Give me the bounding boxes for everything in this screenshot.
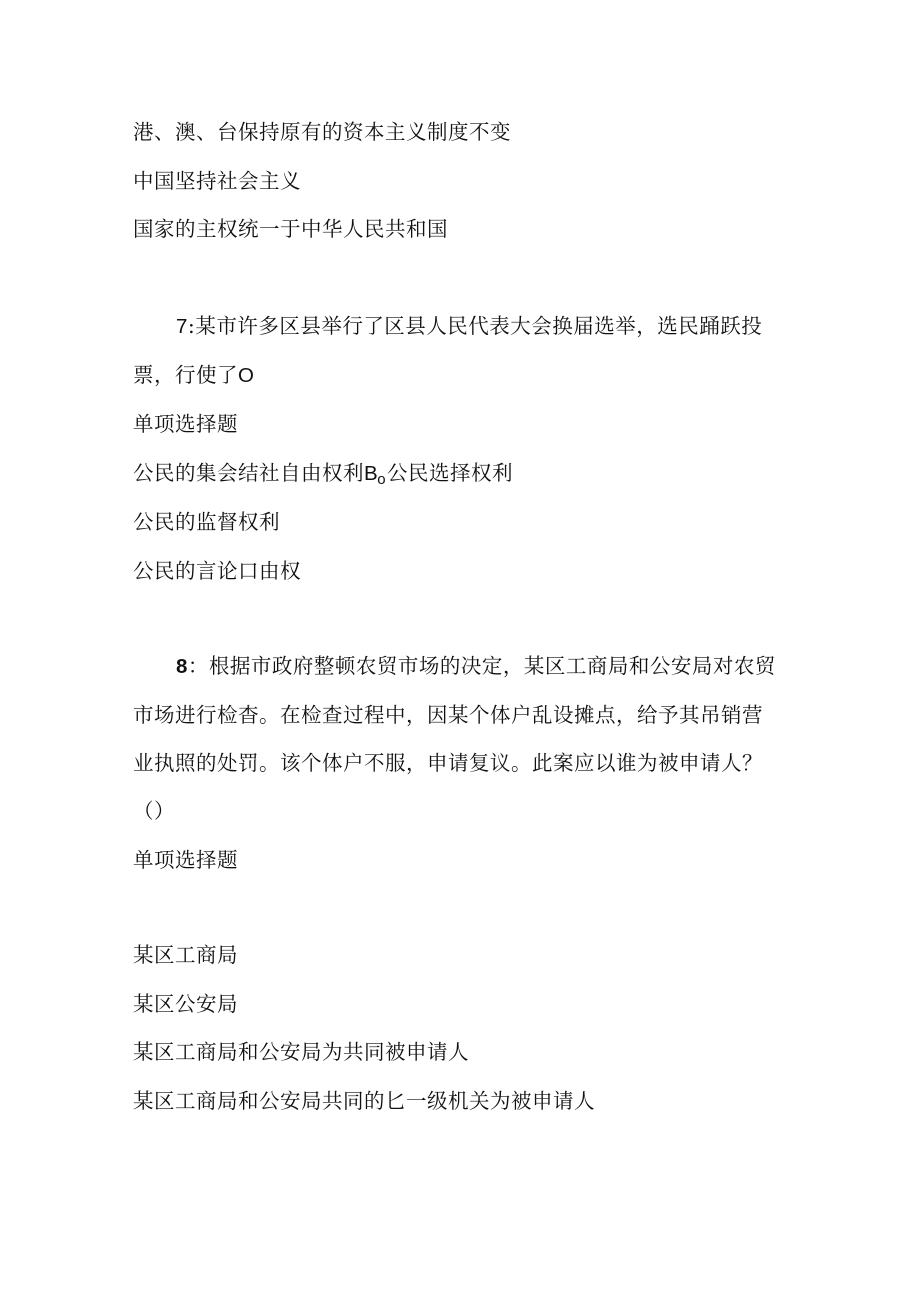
q7-number: 7	[176, 315, 188, 338]
q7-option-a: 公民的集会结社自由权利	[133, 461, 364, 485]
prev-option-3: 国家的主权统一于中华人民共和国	[133, 217, 448, 241]
q7-option-b-mark: o	[377, 471, 387, 488]
q7-option-b-letter: B	[364, 462, 379, 485]
q8-option-a: 某区工商局	[133, 943, 238, 967]
prev-option-1: 港、澳、台保持原有的资本主义制度不变	[133, 120, 511, 144]
prev-option-2: 中国坚持社会主义	[133, 169, 301, 193]
q8-stem-line-1	[176, 653, 776, 680]
q7-question-type: 单项选择题	[133, 412, 238, 436]
q8-stem-line-4: （）	[133, 799, 175, 823]
q7-blank: O	[238, 364, 255, 387]
q8-stem-line-3: 业执照的处罚。该个体户不服，申请复议。此案应以谁为被申请人？	[133, 751, 763, 775]
q7-stem-line-1	[176, 313, 762, 340]
q8-number: 8	[176, 655, 188, 678]
q7-stem-text-2: 票，行使了	[133, 363, 238, 387]
q7-options-line-ab	[133, 460, 513, 489]
q8-option-b: 某区公安局	[133, 992, 238, 1016]
q8-stem-line-2: 市场进行检杳。在检查过程中，因某个体户乱设摊点，给予其吊销营	[133, 703, 763, 727]
q7-option-b: 公民选择权利	[387, 461, 514, 485]
q7-stem-text-1: :某市许多区县举行了区县人民代表大会换届选举，选民踊跃投	[187, 314, 763, 338]
q7-option-d: 公民的言论口由权	[133, 559, 301, 583]
q7-stem-line-2	[133, 362, 254, 389]
q8-option-c: 某区工商局和公安局为共同被申请人	[133, 1040, 469, 1064]
q8-question-type: 单项选择题	[133, 848, 238, 872]
q8-stem-text-1: ：根据市政府整顿农贸市场的决定，某区工商局和公安局对农贸	[187, 654, 776, 678]
q7-option-c: 公民的监督权利	[133, 510, 280, 534]
q8-option-d: 某区工商局和公安局共同的匕一级机关为被申请人	[133, 1089, 595, 1113]
